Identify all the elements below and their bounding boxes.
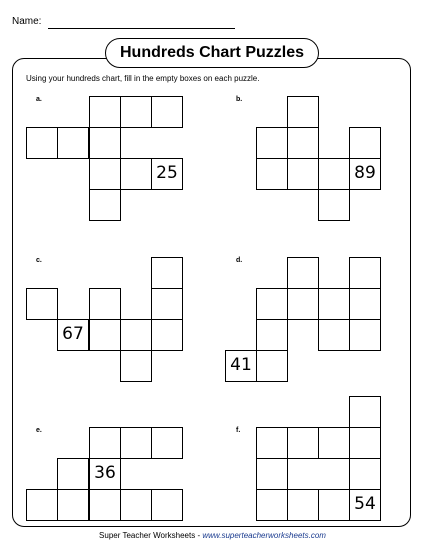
puzzle-label-c: c.: [36, 257, 42, 264]
puzzle-cell: [256, 127, 288, 159]
puzzle-cell: [256, 489, 288, 521]
puzzle-cell: [318, 319, 350, 351]
puzzle-cell: [349, 127, 381, 159]
puzzle-cell: [318, 427, 350, 459]
puzzle-cell: [287, 127, 319, 159]
puzzle-cell: [151, 288, 183, 320]
puzzle-label-b: b.: [236, 96, 243, 103]
puzzle-cell-given: [151, 158, 183, 190]
puzzle-cell: [120, 96, 152, 128]
puzzle-cell: [287, 288, 319, 320]
puzzle-cell: [89, 96, 121, 128]
puzzle-cell: [151, 319, 183, 351]
puzzle-cell: [89, 288, 121, 320]
puzzle-cell-given: [89, 458, 121, 490]
puzzle-cell: [349, 257, 381, 289]
puzzle-cell: [57, 489, 89, 521]
puzzle-cell: [89, 158, 121, 190]
puzzle-cell: [89, 427, 121, 459]
puzzle-cell: [349, 319, 381, 351]
puzzle-cell-given: [225, 350, 257, 382]
puzzle-cell: [26, 288, 58, 320]
puzzle-label-e: e.: [36, 427, 42, 434]
puzzle-cell: [256, 319, 288, 351]
puzzle-cell-given: [57, 319, 89, 351]
page-title: Hundreds Chart Puzzles: [105, 38, 319, 68]
footer-link[interactable]: www.superteacherworksheets.com: [202, 531, 326, 540]
puzzle-cell: [151, 427, 183, 459]
puzzle-label-f: f.: [236, 427, 241, 434]
puzzle-cell: [256, 158, 288, 190]
puzzle-label-a: a.: [36, 96, 42, 103]
puzzle-cell: [349, 427, 381, 459]
given-number: 67: [62, 324, 84, 344]
given-number: 89: [354, 163, 376, 183]
puzzle-cell: [349, 396, 381, 428]
name-label: Name:: [12, 16, 42, 27]
given-number: 25: [156, 163, 178, 183]
given-number: 36: [94, 463, 116, 483]
puzzle-cell: [318, 189, 350, 221]
puzzle-cell: [57, 458, 89, 490]
puzzle-cell: [89, 189, 121, 221]
puzzle-cell: [287, 96, 319, 128]
puzzle-cell: [287, 427, 319, 459]
puzzle-cell: [26, 489, 58, 521]
puzzle-cell: [120, 489, 152, 521]
puzzle-cell-given: [349, 489, 381, 521]
puzzle-cell: [318, 288, 350, 320]
puzzle-cell: [349, 288, 381, 320]
puzzle-cell: [318, 158, 350, 190]
puzzle-cell: [256, 427, 288, 459]
puzzle-cell: [120, 158, 152, 190]
puzzle-cell: [57, 127, 89, 159]
puzzle-cell: [287, 257, 319, 289]
given-number: 41: [230, 355, 252, 375]
puzzle-cell: [151, 257, 183, 289]
footer-text: Super Teacher Worksheets -: [99, 531, 203, 540]
puzzle-cell: [89, 127, 121, 159]
puzzle-cell: [89, 489, 121, 521]
footer: [0, 531, 425, 540]
puzzle-cell: [89, 319, 121, 351]
puzzle-cell: [256, 288, 288, 320]
puzzle-cell: [120, 427, 152, 459]
puzzle-cell: [256, 458, 288, 490]
puzzle-cell: [256, 350, 288, 382]
puzzle-cell-given: [349, 158, 381, 190]
puzzle-cell: [287, 489, 319, 521]
name-line: [48, 28, 235, 29]
puzzle-cell: [151, 489, 183, 521]
given-number: 54: [354, 494, 376, 514]
instructions: Using your hundreds chart, fill in the empty boxes on each puzzle.: [26, 74, 260, 83]
puzzle-cell: [120, 319, 152, 351]
puzzle-cell: [349, 458, 381, 490]
puzzle-label-d: d.: [236, 257, 243, 264]
puzzle-cell: [287, 158, 319, 190]
puzzle-cell: [151, 96, 183, 128]
puzzle-cell: [120, 350, 152, 382]
puzzle-cell: [26, 127, 58, 159]
puzzle-cell: [318, 489, 350, 521]
